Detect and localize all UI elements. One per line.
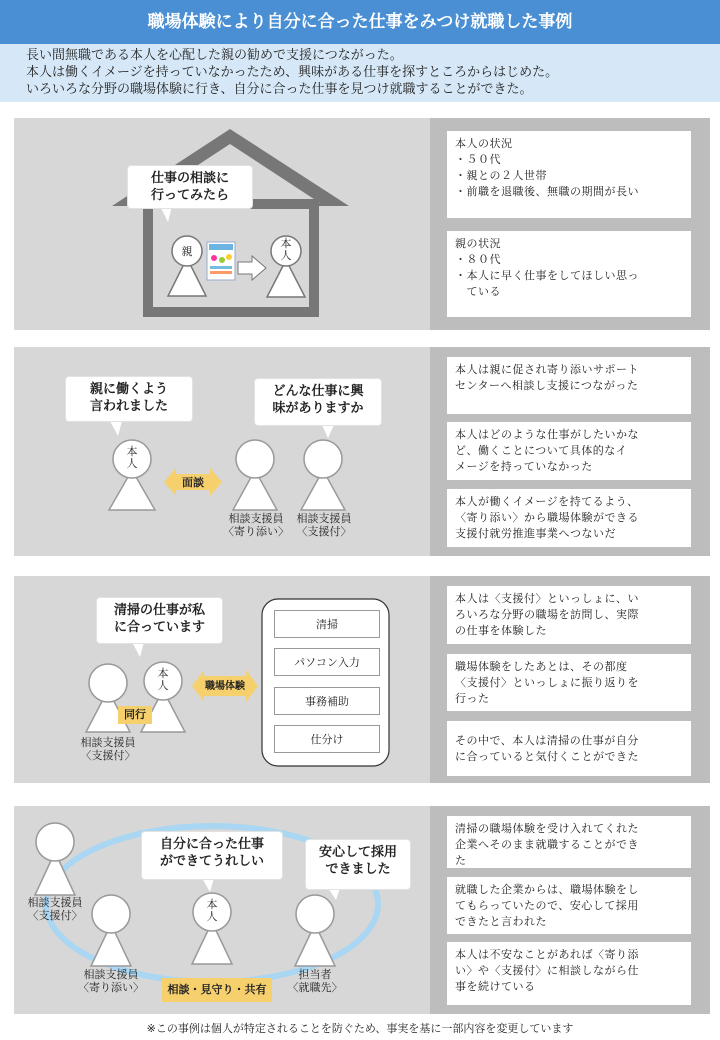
- staff-person-icon: [233, 440, 277, 510]
- staff-person-icon: [91, 895, 131, 966]
- arrow-right-icon: [238, 256, 266, 280]
- info-box: 本人は〈支援付〉といっしょに、い ろいろな分野の職場を訪問し、実際 の仕事を体験した: [447, 586, 691, 644]
- accompany-badge: 同行: [118, 706, 152, 724]
- employer-label: 担当者 〈就職先〉: [287, 968, 343, 994]
- self-label: 本人: [126, 445, 138, 470]
- staff-label: 相談支援員 〈支援付〉: [80, 736, 136, 762]
- leaflet-icon: [207, 242, 235, 280]
- page-title: 職場体験により自分に合った仕事をみつけ就職した事例: [0, 0, 720, 44]
- self-label: 本人: [280, 237, 292, 262]
- intro-line: 長い間無職である本人を心配した親の勧めで支援につながった。: [26, 48, 403, 63]
- speech-bubble: 安心して採用 できました: [306, 840, 410, 889]
- arrow-label: 職場体験: [205, 681, 245, 692]
- speech-bubble: どんな仕事に興 味がありますか: [255, 379, 381, 425]
- footnote: ※この事例は個人が特定されることを防ぐため、事実を基に一部内容を変更しています: [146, 1022, 574, 1035]
- speech-bubble: 自分に合った仕事 ができてうれしい: [142, 832, 282, 879]
- task-item-office-support: 事務補助: [274, 687, 380, 715]
- consult-badge: 相談・見守り・共有: [162, 978, 272, 1002]
- staff-label: 相談支援員 〈寄り添い〉: [223, 512, 289, 538]
- info-box: 本人はどのような仕事がしたいかな ど、働くことについて具体的なイ メージを持っていなかった: [447, 422, 691, 480]
- staff-person-icon: [35, 823, 75, 895]
- speech-bubble: 清掃の仕事が私 に合っています: [97, 598, 222, 643]
- intro-line: いろいろな分野の職場体験に行き、自分に合った仕事を見つけ就職することができた。: [26, 82, 533, 97]
- staff-label: 相談支援員 〈支援付〉: [27, 896, 83, 922]
- task-item-pc-input: パソコン入力: [274, 648, 380, 676]
- arrow-label: 面談: [182, 476, 204, 489]
- info-box-parent-status: 親の状況 ・８０代 ・本人に早く仕事をしてほしい思っ ている: [447, 231, 691, 317]
- info-box: 本人が働くイメージを持てるよう、 〈寄り添い〉から職場体験ができる 支援付就労推進事業へつないだ: [447, 489, 691, 547]
- task-item-sorting: 仕分け: [274, 725, 380, 753]
- staff-person-icon: [301, 440, 345, 510]
- staff-label: 相談支援員 〈支援付〉: [296, 512, 352, 538]
- info-box: 本人は親に促され寄り添いサポート センターへ相談し支援につながった: [447, 357, 691, 414]
- task-item-cleaning: 清掃: [274, 610, 380, 638]
- info-box: 職場体験をしたあとは、その都度 〈支援付〉といっしょに振り返りを 行った: [447, 654, 691, 711]
- speech-bubble: 仕事の相談に 行ってみたら: [128, 166, 252, 208]
- info-box: 本人は不安なことがあれば〈寄り添 い〉や〈支援付〉に相談しながら仕 事を続けている: [447, 942, 691, 1005]
- employer-person-icon: [295, 895, 335, 966]
- speech-bubble: 親に働くよう 言われました: [66, 377, 192, 421]
- info-box: その中で、本人は清掃の仕事が自分 に合っていると気付くことができた: [447, 721, 691, 776]
- info-box: 就職した企業からは、職場体験をし てもらっていたので、安心して採用 できたと言われた: [447, 877, 691, 934]
- intro-line: 本人は働くイメージを持っていなかったため、興味がある仕事を探すところからはじめた。: [26, 65, 559, 80]
- info-box-self-status: 本人の状況 ・５０代 ・親との２人世帯 ・前職を退職後、無職の期間が長い: [447, 131, 691, 218]
- parent-label: 親: [181, 245, 193, 258]
- self-label: 本人: [157, 667, 169, 692]
- info-box: 清掃の職場体験を受け入れてくれた 企業へそのまま就職することができ た: [447, 816, 691, 868]
- staff-label: 相談支援員 〈寄り添い〉: [78, 968, 144, 994]
- self-label: 本人: [206, 898, 218, 923]
